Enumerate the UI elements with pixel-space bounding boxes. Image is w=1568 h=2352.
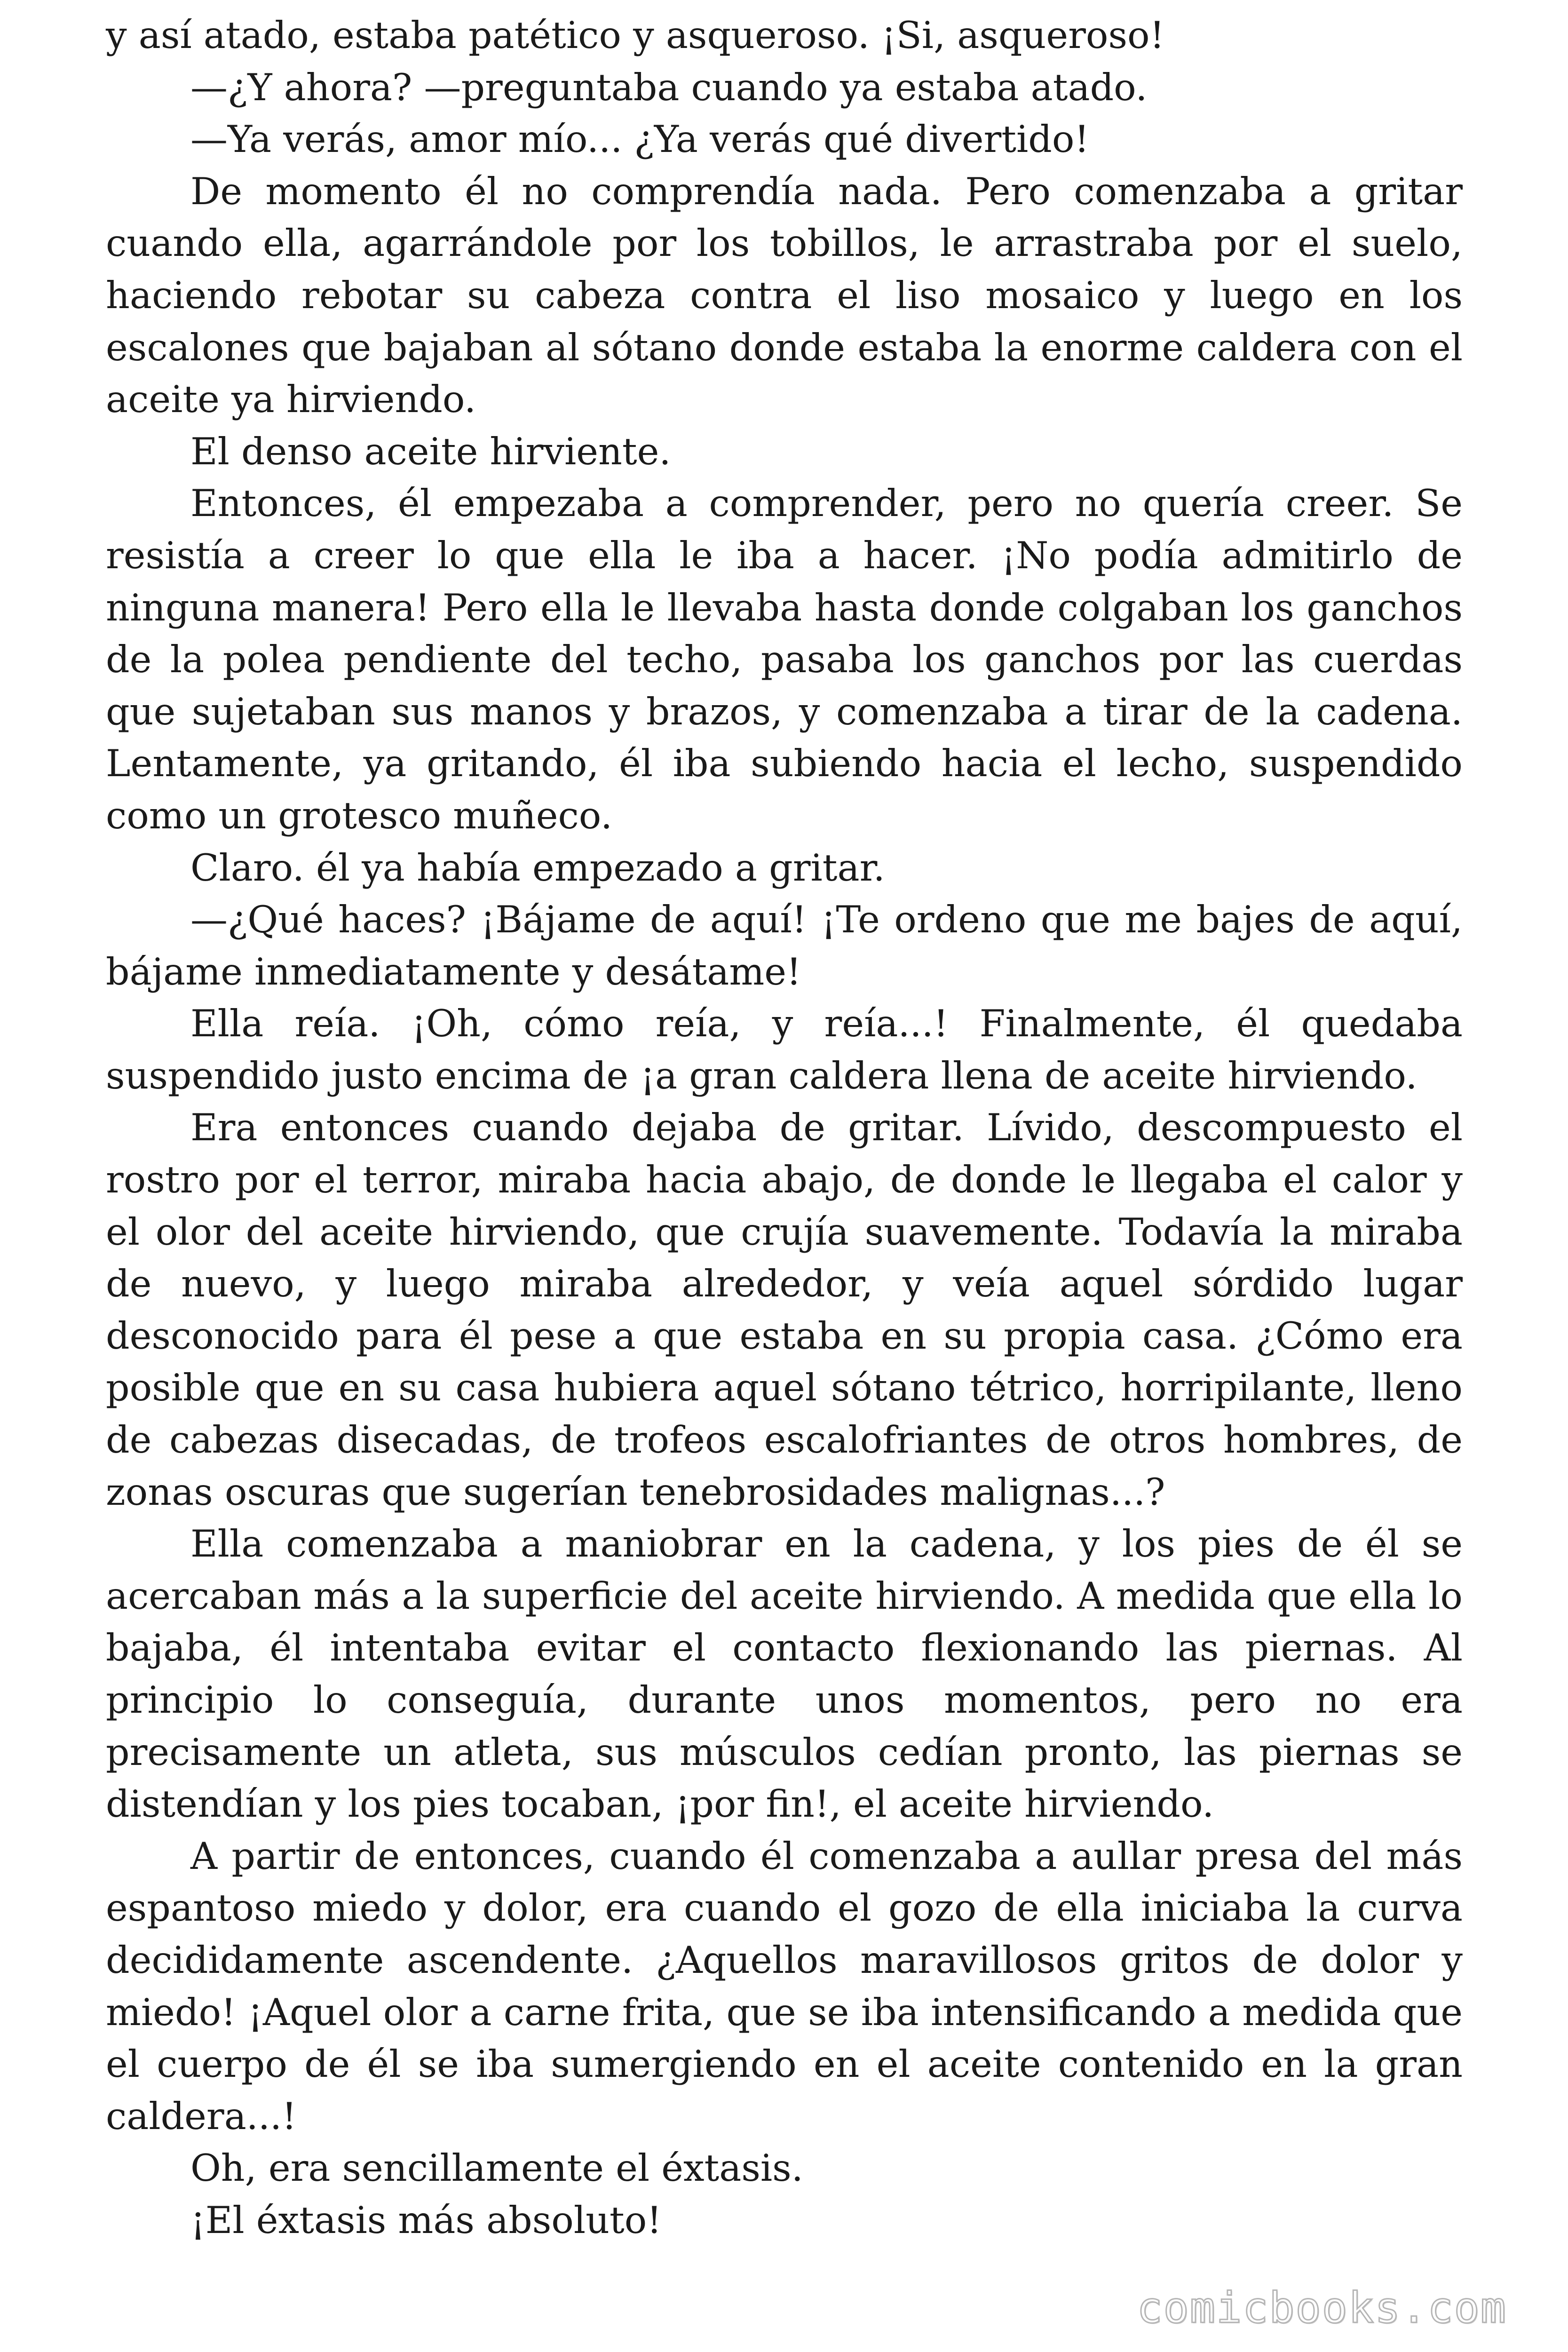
paragraph-7: Claro. él ya había empezado a gritar. bbox=[190, 846, 885, 890]
paragraph-2: —¿Y ahora? —preguntaba cuando ya estaba atado. bbox=[190, 65, 1148, 109]
paragraph-9: Ella reía. ¡Oh, cómo reía, y reía...! Finalmente, él quedaba suspendido justo encima de ¡a gran caldera llena de aceite hirviendo. bbox=[106, 1002, 1463, 1097]
paragraph-12: A partir de entonces, cuando él comenzaba a aullar presa del más espantoso miedo y dolor, era cuando el gozo de ella iniciaba la curva decididamente ascendente. ¿Aquellos maravillosos gritos de dolor y miedo! ¡Aquel olor a carne frita, que se iba intensificando a medida que el cuerpo de él se iba sumergiendo en el aceite contenido en la gran caldera...! bbox=[106, 1834, 1463, 2138]
paragraph-13: Oh, era sencillamente el éxtasis. bbox=[190, 2146, 803, 2190]
paragraph-4: De momento él no comprendía nada. Pero comenzaba a gritar cuando ella, agarrándole por los tobillos, le arrastraba por el suelo, haciendo rebotar su cabeza contra el liso mosaico y luego en los escalones que bajaban al sótano donde estaba la enorme caldera con el aceite ya hirviendo. bbox=[106, 169, 1463, 421]
paragraph-1: y así atado, estaba patético y asqueroso. ¡Si, asqueroso! bbox=[106, 14, 1165, 57]
watermark: comicbooks.com bbox=[1137, 2283, 1507, 2333]
paragraph-6: Entonces, él empezaba a comprender, pero no quería creer. Se resistía a creer lo que ella le iba a hacer. ¡No podía admitirlo de ninguna manera! Pero ella le llevaba hasta donde colgaban los ganchos de la polea pendiente del techo, pasaba los ganchos por las cuerdas que sujetaban sus manos y brazos, y comenzaba a tirar de la cadena. Lentamente, ya gritando, él iba subiendo hacia el lecho, suspendido como un grotesco muñeco. bbox=[106, 482, 1463, 837]
paragraph-3: —Ya verás, amor mío... ¿Ya verás qué divertido! bbox=[190, 118, 1090, 161]
page-text bbox=[106, 9, 1463, 2247]
paragraph-10: Era entonces cuando dejaba de gritar. Lívido, descompuesto el rostro por el terror, miraba hacia abajo, de donde le llegaba el calor y el olor del aceite hirviendo, que crujía suavemente. Todavía la miraba de nuevo, y luego miraba alrededor, y veía aquel sórdido lugar desconocido para él pese a que estaba en su propia casa. ¿Cómo era posible que en su casa hubiera aquel sótano tétrico, horripilante, lleno de cabezas disecadas, de trofeos escalofriantes de otros hombres, de zonas oscuras que sugerían tenebrosidades malignas...? bbox=[106, 1106, 1463, 1514]
paragraph-5: El denso aceite hirviente. bbox=[190, 429, 671, 473]
paragraph-8: —¿Qué haces? ¡Bájame de aquí! ¡Te ordeno que me bajes de aquí, bájame inmediatamente y desátame! bbox=[106, 898, 1463, 993]
paragraph-14: ¡El éxtasis más absoluto! bbox=[190, 2198, 662, 2242]
paragraph-11: Ella comenzaba a maniobrar en la cadena, y los pies de él se acercaban más a la superficie del aceite hirviendo. A medida que ella lo bajaba, él intentaba evitar el contacto flexionando las piernas. Al principio lo conseguía, durante unos momentos, pero no era precisamente un atleta, sus músculos cedían pronto, las piernas se distendían y los pies tocaban, ¡por fin!, el aceite hirviendo. bbox=[106, 1522, 1463, 1826]
